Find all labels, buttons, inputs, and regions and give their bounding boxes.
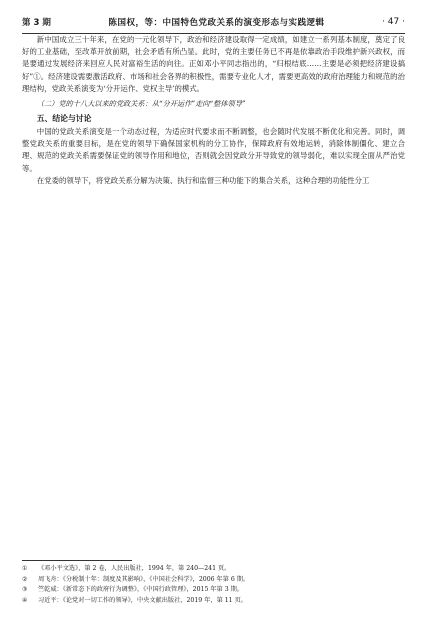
- footnote-mark: ②: [22, 575, 28, 583]
- running-title: 陈国权，等：中国特色党政关系的演变形态与实践逻辑: [108, 18, 325, 28]
- footnote: [22, 585, 405, 596]
- issue-number: 第 3 期: [22, 18, 51, 28]
- running-header: [22, 14, 405, 34]
- footnote-text: 竺乾威：《新常态下的政府行为调整》，《中国行政管理》，2015 年第 3 期。: [38, 586, 243, 594]
- footnote: [22, 596, 405, 607]
- footnote: [22, 564, 405, 575]
- section-heading: 五、结论与讨论: [36, 114, 92, 124]
- footnote-mark: ①: [22, 565, 28, 572]
- paragraph-1: 新中国成立三十年来，在党的一元化领导下，政治和经济建设取得一定成绩，如建立一系列基本制度，奠定了良好的工业基础，至改革开放前期，社会矛盾有所凸显。此时，党的主要任务已不再是依靠政治手段维护新兴政权，而是要通过发展经济来回应人民对富裕生活的向往。正如邓小平同志指出的，“归根结底……主要是必须把经济建设搞好”①。经济建设需要激活政府、市场和社会各界的积极性，需要专业化人才，需要更高效的政府治理能力和规范的治理结构，党政关系演变为‘分开运作、党权主导’的模式。: [22, 35, 405, 93]
- page-number: · 47 ·: [382, 17, 405, 27]
- footnote-text: 周飞舟：《分税制十年：制度及其影响》，《中国社会科学》，2006 年第 6 期。: [38, 575, 250, 583]
- footnotes: [22, 564, 405, 606]
- footnote: [22, 575, 405, 586]
- paragraph-3: 在党委的领导下，将党政关系分解为决策、执行和监督三种功能下的集合关系，这种合理的功能性分工: [36, 175, 370, 185]
- footnote-rule: [22, 560, 132, 561]
- footnote-mark: ③: [22, 586, 28, 594]
- footnote-mark: ④: [22, 596, 28, 604]
- footnote-text: 习近平：《论党对一切工作的领导》，中央文献出版社，2019 年，第 11 页。: [38, 596, 247, 604]
- paragraph-2: 中国的党政关系演变是一个动态过程，为适应时代要求而不断调整，也会随时代发展不断优化和完善。同时，调整党政关系的重要目标，是在党的领导下确保国家机构的分工协作，保障政府有效地运转，消除体制僵化、建立合理、规范的党政关系需要保证党的领导作用和地位，否则就会因党政分开导致党的领导弱化，难以实现全面从严治党等。: [22, 127, 405, 173]
- subsection-heading: （二）党的十八大以来的党政关系：从“分开运作”走向“整体领导”: [36, 99, 246, 109]
- footnote-text: 《邓小平文选》，第 2 卷，人民出版社，1994 年，第 240—241 页。: [38, 565, 231, 572]
- main-text: [22, 34, 405, 187]
